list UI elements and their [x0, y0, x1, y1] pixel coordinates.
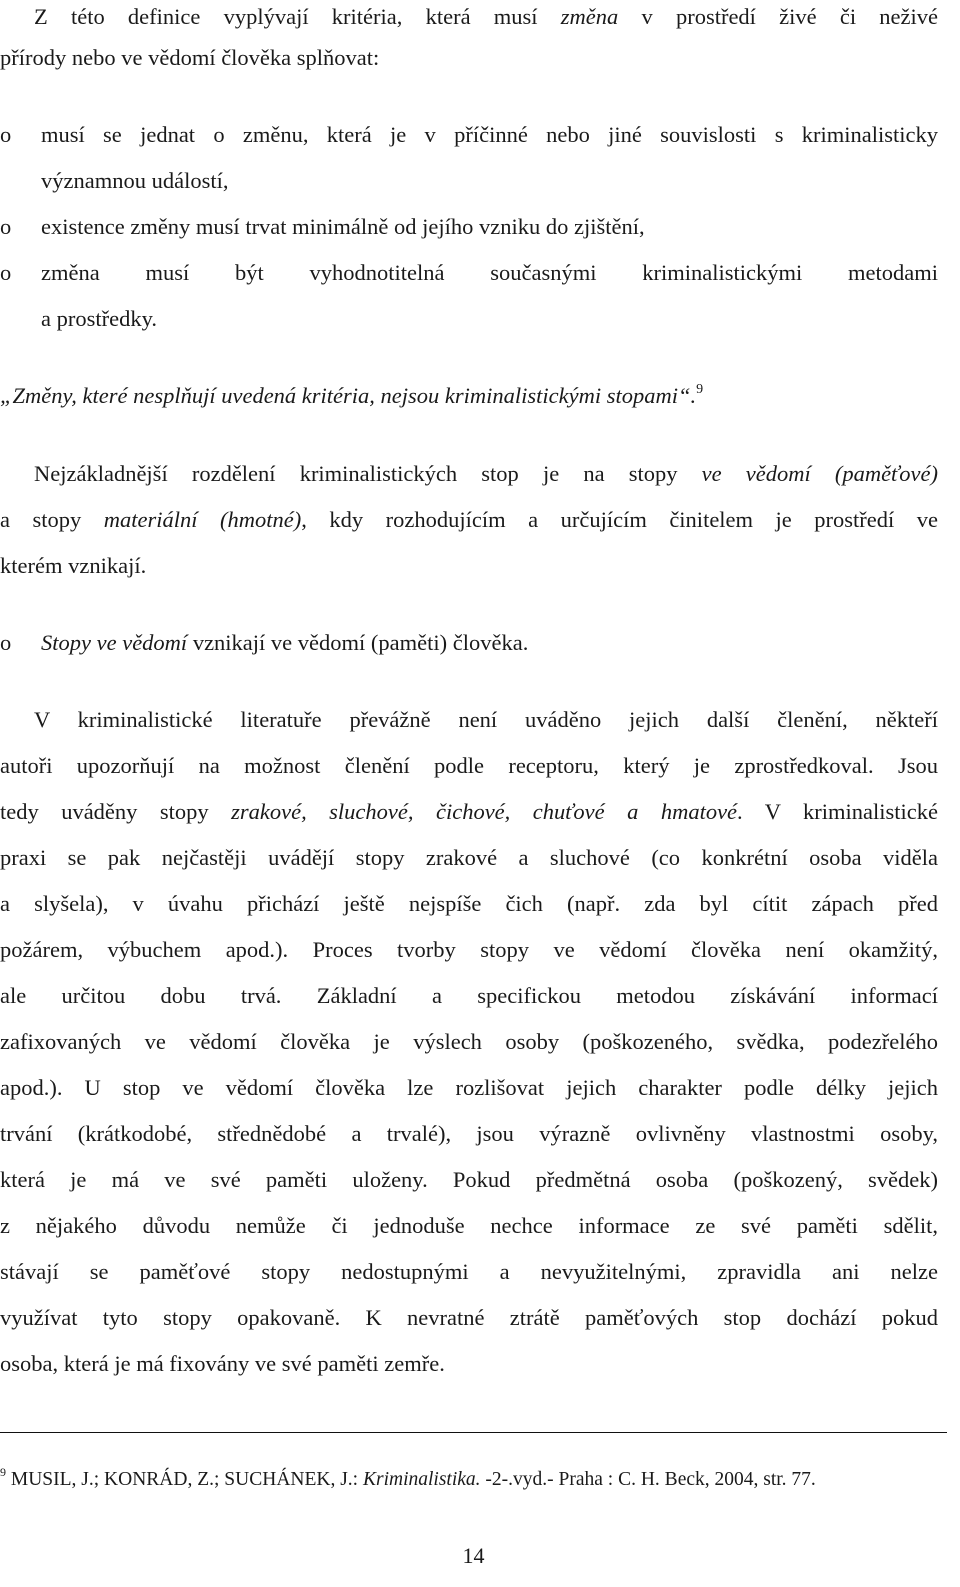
para-line-1: V kriminalistické literatuře převážně není uváděno jejich další členění, někteří — [34, 707, 938, 732]
consciousness-item: Stopy ve vědomí vznikají ve vědomí (paměti) člověka. — [41, 630, 529, 655]
footnote-divider — [0, 1432, 947, 1433]
para-line: požárem, výbuchem apod.). Proces tvorby stopy ve vědomí člověka není okamžitý, — [0, 937, 938, 962]
bullet-marker: o — [0, 122, 12, 147]
division-line-3: kterém vznikají. — [0, 553, 147, 578]
para-line: zafixovaných ve vědomí člověka je výslech osoby (poškozeného, svědka, podezřelého — [0, 1029, 938, 1054]
footnote: $^9$ MUSIL, J.; KONRÁD, Z.; SUCHÁNEK, J.: Kriminalistika. -2-.vyd.- Praha : C. H. Beck, 2004, str. 77. — [0, 1465, 816, 1490]
para-line: a slyšela), v úvahu přichází ještě nejspíše čich (např. zda byl cítit zápach před — [0, 891, 938, 916]
para-line: stávají se paměťové stopy nedostupnými a nevyužitelnými, zpravidla ani nelze — [0, 1259, 938, 1284]
para-line: využívat tyto stopy opakovaně. K nevratné ztrátě paměťových stop dochází pokud — [0, 1305, 938, 1330]
criteria-item-1-line-1: musí se jednat o změnu, která je v příčinné nebo jiné souvislosti s kriminalisticky — [41, 122, 938, 147]
footnote-ref: 9 — [696, 382, 704, 397]
criteria-item-1-line-2: významnou událostí, — [41, 168, 229, 193]
bullet-marker: o — [0, 260, 12, 285]
quote: „Změny, které nesplňují uvedená kritéria, nejsou kriminalistickými stopami“.$^9$ — [0, 382, 704, 408]
division-line-1: Nejzákladnější rozdělení kriminalistických stop je na stopy ve vědomí (paměťové) — [34, 461, 938, 486]
criteria-item-3-line-1: změna musí být vyhodnotitelná současnými kriminalistickými metodami — [41, 260, 938, 285]
para-line: která je má ve své paměti uloženy. Pokud předmětná osoba (poškozený, svědek) — [0, 1167, 938, 1192]
para-line: z nějakého důvodu nemůže či jednoduše nechce informace ze své paměti sdělit, — [0, 1213, 938, 1238]
intro-line-2: přírody nebo ve vědomí člověka splňovat: — [0, 45, 380, 70]
bullet-marker: o — [0, 630, 12, 655]
para-line: osoba, která je má fixovány ve své paměti zemře. — [0, 1351, 445, 1376]
para-line: apod.). U stop ve vědomí člověka lze rozlišovat jejich charakter podle délky jejich — [0, 1075, 938, 1100]
para-line: ale určitou dobu trvá. Základní a specifickou metodou získávání informací — [0, 983, 938, 1008]
page-number: 14 — [462, 1543, 485, 1568]
para-line: trvání (krátkodobé, střednědobé a trvalé), jsou výrazně ovlivněny vlastnostmi osoby, — [0, 1121, 938, 1146]
para-line-3: tedy uváděny stopy zrakové, sluchové, čichové, chuťové a hmatové. V kriminalistické — [0, 799, 938, 824]
criteria-item-2: existence změny musí trvat minimálně od jejího vzniku do zjištění, — [41, 214, 645, 239]
criteria-item-3-line-2: a prostředky. — [41, 306, 158, 331]
para-line-2: autoři upozorňují na možnost členění podle receptoru, který je zprostředkoval. Jsou — [0, 753, 938, 778]
para-line: praxi se pak nejčastěji uvádějí stopy zrakové a sluchové (co konkrétní osoba viděla — [0, 845, 938, 870]
intro-line-1: Z této definice vyplývají kritéria, která musí změna v prostředí živé či neživé — [34, 4, 938, 29]
division-line-2: a stopy materiální (hmotné), kdy rozhodujícím a určujícím činitelem je prostředí ve — [0, 507, 939, 532]
footnote-number: 9 — [0, 1465, 6, 1479]
bullet-marker: o — [0, 214, 12, 239]
